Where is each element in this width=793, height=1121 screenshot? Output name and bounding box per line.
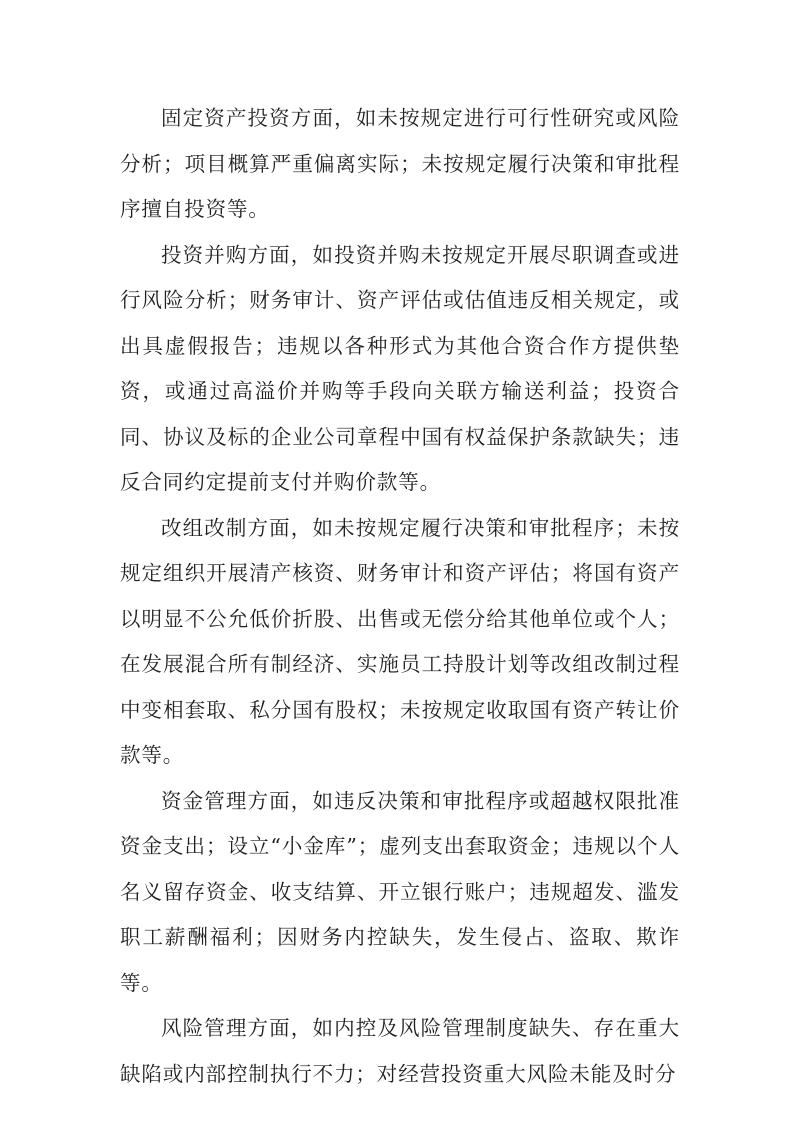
document-body	[120, 96, 680, 1097]
paragraph-fund-management: 资金管理方面，如违反决策和审批程序或超越权限批准资金支出；设立“小金库”；虚列支出套取资金；违规以个人名义留存资金、收支结算、开立银行账户；违规超发、滥发职工薪酬福利；因财务内控缺失，发生侵占、盗取、欺诈等。	[120, 788, 680, 995]
paragraph-restructuring: 改组改制方面，如未按规定履行决策和审批程序；未按规定组织开展清产核资、财务审计和资产评估；将国有资产以明显不公允低价折股、出售或无偿分给其他单位或个人；在发展混合所有制经济、实施员工持股计划等改组改制过程中变相套取、私分国有股权；未按规定收取国有资产转让价款等。	[120, 515, 680, 767]
paragraph-investment-merger: 投资并购方面，如投资并购未按规定开展尽职调查或进行风险分析；财务审计、资产评估或估值违反相关规定，或出具虚假报告；违规以各种形式为其他合资合作方提供垫资，或通过高溢价并购等手段向关联方输送利益；投资合同、协议及标的企业公司章程中国有权益保护条款缺失；违反合同约定提前支付并购价款等。	[120, 242, 680, 494]
paragraph-risk-management: 风险管理方面，如内控及风险管理制度缺失、存在重大缺陷或内部控制执行不力；对经营投资重大风险未能及时分	[120, 1016, 680, 1086]
paragraph-fixed-asset-investment: 固定资产投资方面，如未按规定进行可行性研究或风险分析；项目概算严重偏离实际；未按规定履行决策和审批程序擅自投资等。	[120, 106, 680, 221]
